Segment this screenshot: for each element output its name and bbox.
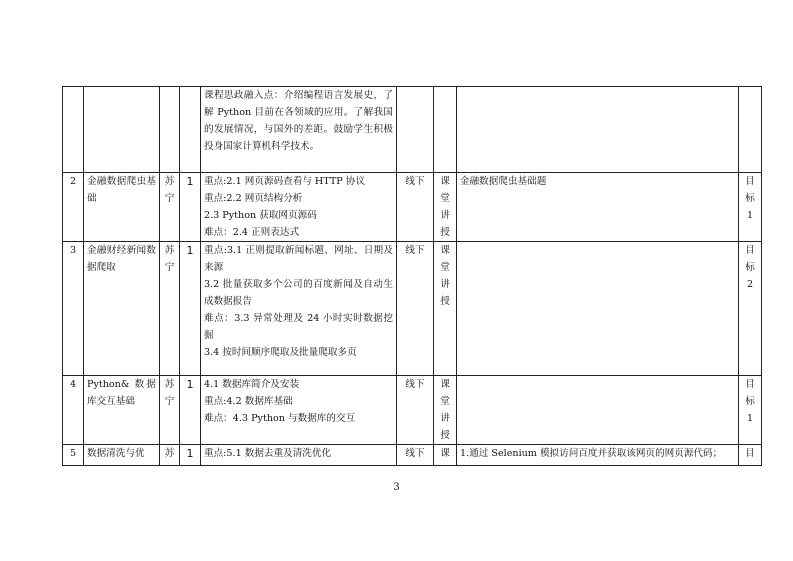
table-row — [63, 376, 762, 445]
table-row — [63, 445, 762, 466]
method-cell — [434, 376, 457, 445]
mode-cell — [397, 242, 434, 376]
teacher-cell — [160, 376, 180, 445]
syllabus-table-body — [63, 87, 762, 466]
content-line: 难点：2.4 正则表达式 — [204, 227, 300, 238]
goal-char: 1 — [746, 413, 754, 424]
content-line: 课程思政融入点：介绍编程语言发展史，了解 Python 目前在各领域的应用。了解我国的发展情况，与国外的差距。鼓励学生积极投身国家计算机科学技术。 — [204, 90, 393, 152]
mode-cell — [397, 376, 434, 445]
content-cell — [201, 242, 397, 376]
teacher-char: 苏 — [164, 448, 175, 459]
hours-cell — [180, 445, 201, 466]
table-row — [63, 87, 762, 173]
chapter-title: 金融财经新闻数据爬取 — [87, 245, 156, 273]
method-cell — [434, 445, 457, 466]
method-char: 授 — [440, 296, 450, 307]
row-number-cell — [63, 376, 84, 445]
goal-char: 标 — [745, 262, 755, 273]
content-cell — [201, 173, 397, 242]
row-number-cell — [63, 87, 84, 173]
content-line: 重点:5.1 数据去重及清洗优化 — [204, 448, 332, 459]
content-line: 难点：3.3 异常处理及 24 小时实时数据挖掘 — [204, 313, 393, 341]
practice-cell — [457, 87, 739, 173]
teacher-char: 宁 — [164, 262, 175, 273]
chapter-title: 数据清洗与优 — [87, 448, 145, 459]
row-number: 5 — [69, 448, 77, 459]
teaching-mode: 线下 — [405, 245, 425, 256]
content-line: 重点:4.2 数据库基础 — [204, 396, 293, 407]
table-row — [63, 173, 762, 242]
teacher-cell — [160, 242, 180, 376]
practice-cell — [457, 376, 739, 445]
goal-cell — [739, 242, 762, 376]
content-line: 4.1 数据库简介及安装 — [204, 379, 300, 390]
teacher-char: 宁 — [164, 193, 175, 204]
hours-cell — [180, 87, 201, 173]
method-char: 授 — [440, 227, 450, 238]
goal-cell — [739, 87, 762, 173]
content-cell — [201, 445, 397, 466]
content-line: 重点:2.2 网页结构分析 — [204, 193, 303, 204]
method-char: 堂 — [440, 193, 450, 204]
hours-cell — [180, 376, 201, 445]
content-line: 3.4 按时间顺序爬取及批量爬取多页 — [204, 347, 357, 358]
teacher-cell — [160, 173, 180, 242]
practice-cell — [457, 173, 739, 242]
practice-text: 金融数据爬虫基础题 — [460, 176, 547, 187]
content-cell — [201, 87, 397, 173]
goal-cell — [739, 445, 762, 466]
teaching-mode: 线下 — [405, 176, 425, 187]
method-cell — [434, 242, 457, 376]
method-cell — [434, 87, 457, 173]
hours-cell — [180, 173, 201, 242]
teaching-mode: 线下 — [405, 379, 425, 390]
chapter-title: 金融数据爬虫基础 — [87, 176, 156, 204]
chapter-title-cell — [84, 173, 160, 242]
content-line: 难点：4.3 Python 与数据库的交互 — [204, 413, 356, 424]
row-number: 2 — [69, 176, 77, 187]
method-char: 课 — [440, 379, 450, 390]
teacher-char: 苏 — [164, 379, 175, 390]
goal-cell — [739, 376, 762, 445]
syllabus-table — [62, 86, 762, 466]
chapter-title-cell — [84, 445, 160, 466]
goal-char: 标 — [745, 193, 755, 204]
mode-cell — [397, 87, 434, 173]
teacher-cell — [160, 445, 180, 466]
goal-char: 目 — [745, 379, 755, 390]
goal-cell — [739, 173, 762, 242]
teacher-char: 宁 — [164, 396, 175, 407]
chapter-title-cell — [84, 242, 160, 376]
content-cell — [201, 376, 397, 445]
hours-value: 1 — [186, 244, 194, 257]
hours-value: 1 — [186, 175, 194, 188]
method-char: 课 — [440, 245, 450, 256]
content-line: 3.2 批量获取多个公司的百度新闻及自动生成数据报告 — [204, 279, 393, 307]
row-number-cell — [63, 242, 84, 376]
hours-value: 1 — [186, 447, 194, 460]
goal-char: 目 — [745, 245, 755, 256]
content-line: 2.3 Python 获取网页源码 — [204, 210, 317, 221]
method-cell — [434, 173, 457, 242]
goal-char: 目 — [745, 176, 755, 187]
row-number: 4 — [69, 379, 77, 390]
method-char: 堂 — [440, 262, 450, 273]
content-line: 重点:2.1 网页源码查看与 HTTP 协议 — [204, 176, 365, 187]
chapter-title: Python& 数据库交互基础 — [87, 379, 156, 407]
page-number: 3 — [393, 482, 400, 493]
teacher-char: 苏 — [164, 245, 175, 256]
method-char: 讲 — [440, 413, 450, 424]
practice-cell — [457, 445, 739, 466]
hours-cell — [180, 242, 201, 376]
method-char: 讲 — [440, 210, 450, 221]
goal-char: 目 — [745, 448, 755, 459]
table-row — [63, 242, 762, 376]
method-char: 授 — [440, 430, 450, 441]
mode-cell — [397, 445, 434, 466]
practice-text: 1.通过 Selenium 模拟访问百度并获取该网页的网页源代码； — [460, 448, 723, 459]
row-number-cell — [63, 173, 84, 242]
method-char: 堂 — [440, 396, 450, 407]
row-number: 3 — [69, 245, 77, 256]
goal-char: 标 — [745, 396, 755, 407]
row-number-cell — [63, 445, 84, 466]
method-char: 讲 — [440, 279, 450, 290]
goal-char: 2 — [746, 279, 754, 290]
method-char: 课 — [440, 448, 450, 459]
mode-cell — [397, 173, 434, 242]
hours-value: 1 — [186, 378, 194, 391]
method-char: 课 — [440, 176, 450, 187]
chapter-title-cell — [84, 376, 160, 445]
teacher-cell — [160, 87, 180, 173]
content-line: 重点:3.1 正则提取新闻标题、网址、日期及来源 — [204, 245, 393, 273]
teacher-char: 苏 — [164, 176, 175, 187]
teaching-mode: 线下 — [405, 448, 425, 459]
goal-char: 1 — [746, 210, 754, 221]
chapter-title-cell — [84, 87, 160, 173]
practice-cell — [457, 242, 739, 376]
